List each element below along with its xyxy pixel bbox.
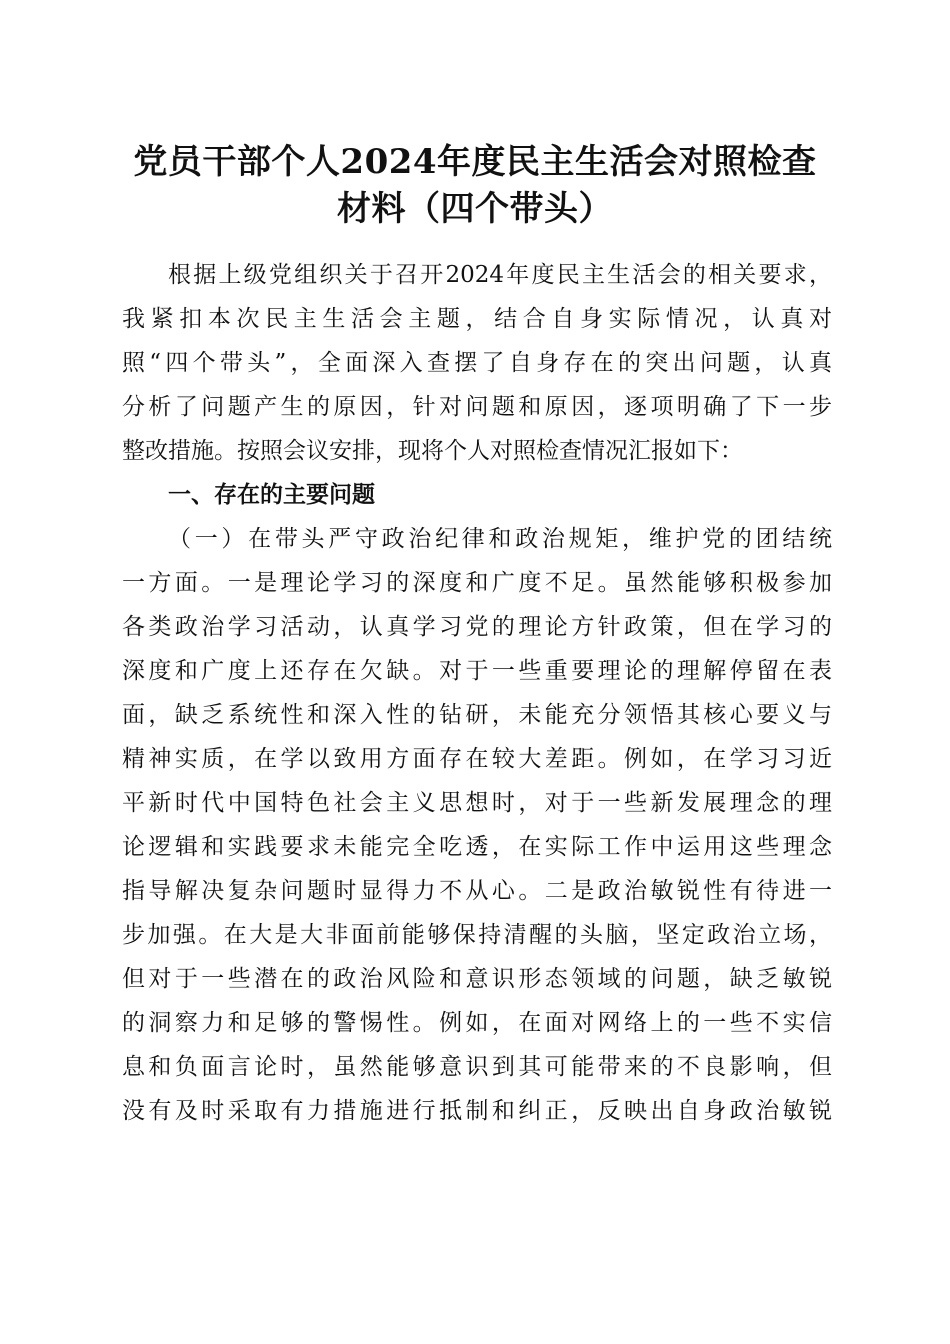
subsection-line: 指导解决复杂问题时显得力不从心。二是政治敏锐性有待进一 bbox=[122, 878, 832, 904]
subsection-line: 面，缺乏系统性和深入性的钻研，未能充分领悟其核心要义与 bbox=[122, 702, 832, 728]
subsection-line: 一方面。一是理论学习的深度和广度不足。虽然能够积极参加 bbox=[122, 570, 832, 596]
subsection-line: 论逻辑和实践要求未能完全吃透，在实际工作中运用这些理念 bbox=[122, 834, 832, 860]
subsection-line: 深度和广度上还存在欠缺。对于一些重要理论的理解停留在表 bbox=[122, 658, 832, 684]
subsection-line: 精神实质，在学以致用方面存在较大差距。例如，在学习习近 bbox=[122, 746, 832, 772]
section-heading: 一、存在的主要问题 bbox=[168, 482, 375, 508]
document-title-line-2: 材料（四个带头） bbox=[337, 189, 613, 229]
subsection-line: 各类政治学习活动，认真学习党的理论方针政策，但在学习的 bbox=[122, 614, 832, 640]
document-title-line-1: 党员干部个人2024年度民主生活会对照检查 bbox=[133, 142, 817, 182]
intro-line: 我紧扣本次民主生活会主题，结合自身实际情况，认真对 bbox=[122, 306, 832, 332]
document-body bbox=[122, 253, 832, 1133]
subsection-line: 步加强。在大是大非面前能够保持清醒的头脑，坚定政治立场， bbox=[122, 922, 832, 948]
subsection-line: 的洞察力和足够的警惕性。例如，在面对网络上的一些不实信 bbox=[122, 1010, 832, 1036]
intro-line: 根据上级党组织关于召开2024年度民主生活会的相关要求， bbox=[168, 262, 832, 288]
subsection-line: 平新时代中国特色社会主义思想时，对于一些新发展理念的理 bbox=[122, 790, 832, 816]
intro-line: 分析了问题产生的原因，针对问题和原因，逐项明确了下一步 bbox=[122, 394, 832, 420]
intro-line: 整改措施。按照会议安排，现将个人对照检查情况汇报如下： bbox=[122, 438, 743, 464]
subsection-line: （一）在带头严守政治纪律和政治规矩，维护党的团结统 bbox=[168, 526, 832, 552]
subsection-line: 息和负面言论时，虽然能够意识到其可能带来的不良影响，但 bbox=[122, 1054, 832, 1080]
subsection-line: 没有及时采取有力措施进行抵制和纠正，反映出自身政治敏锐 bbox=[122, 1098, 832, 1124]
intro-line: 照“四个带头”，全面深入查摆了自身存在的突出问题，认真 bbox=[122, 350, 832, 376]
subsection-line: 但对于一些潜在的政治风险和意识形态领域的问题，缺乏敏锐 bbox=[122, 966, 832, 992]
